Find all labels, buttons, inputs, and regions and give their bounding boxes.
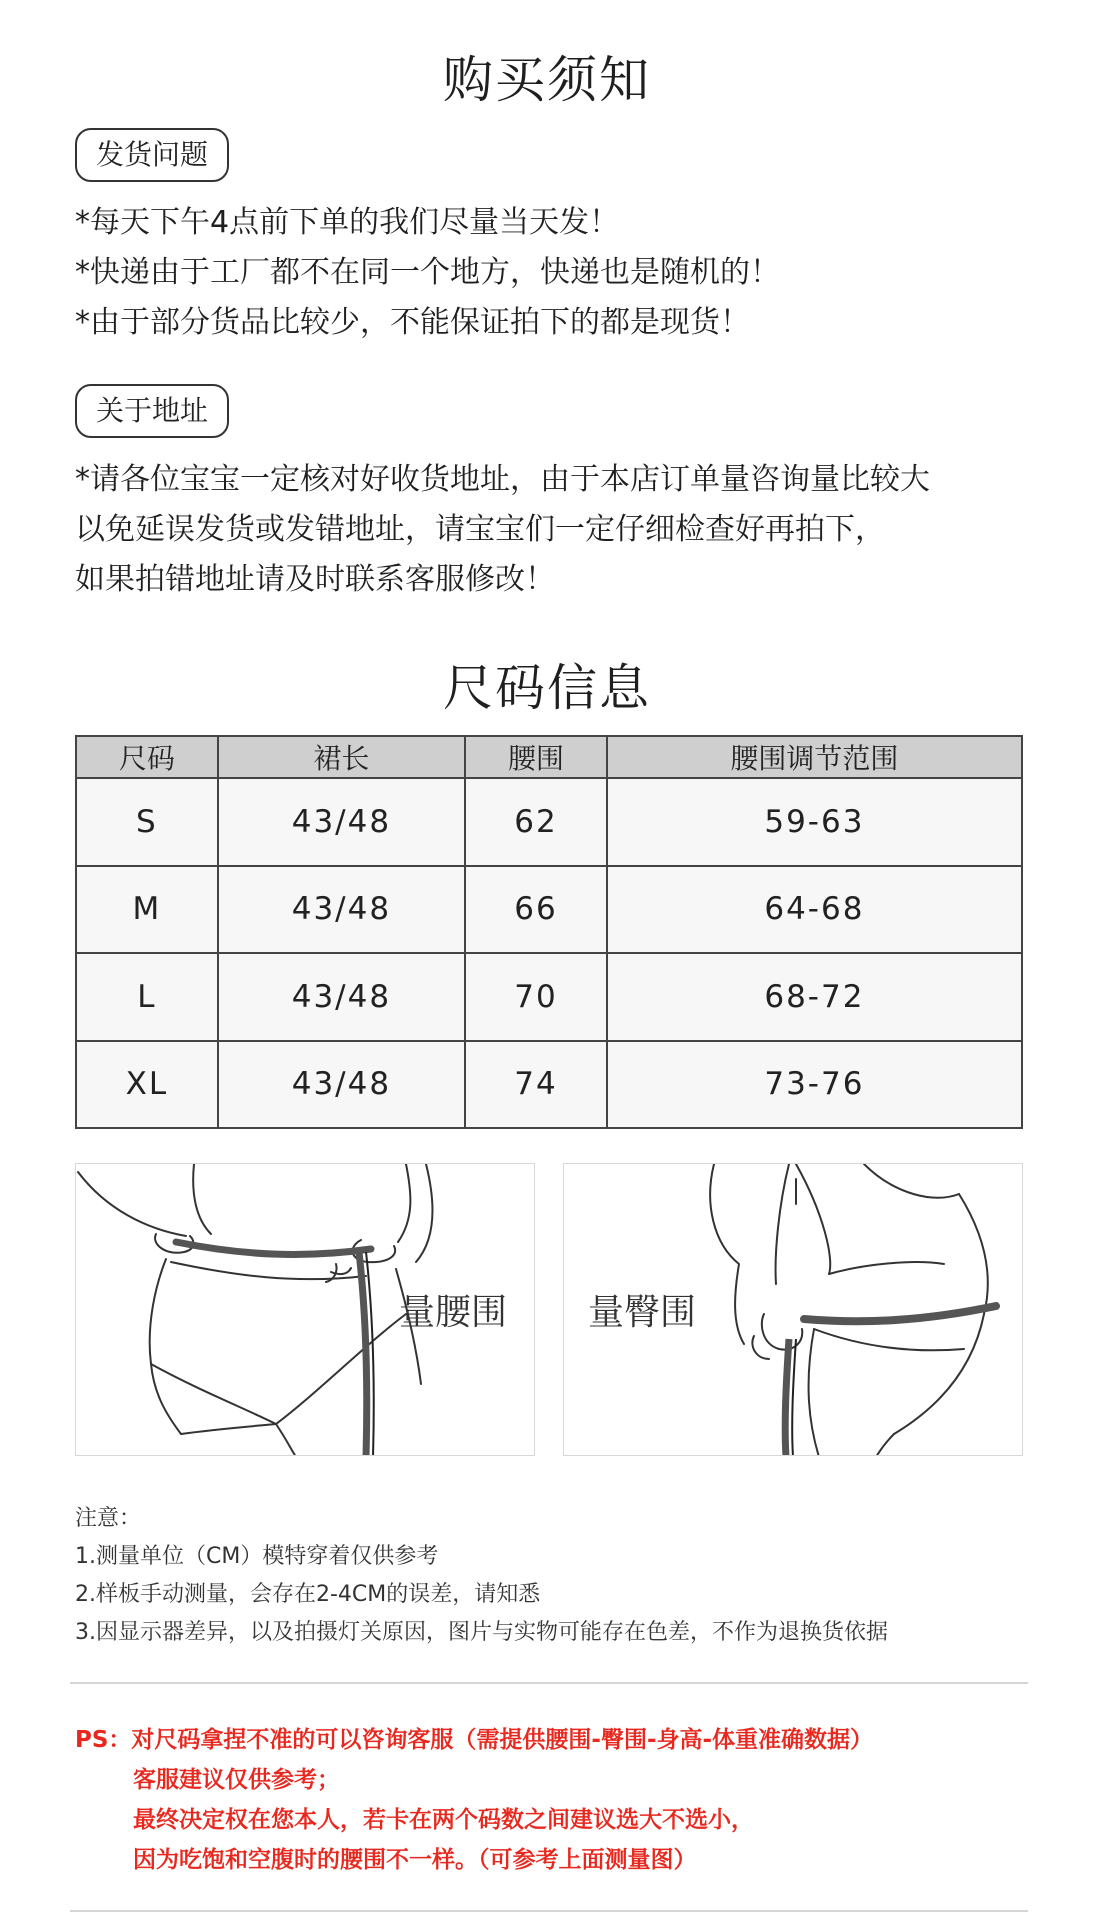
address-line: *请各位宝宝一定核对好收货地址，由于本店订单量咨询量比较大	[75, 462, 930, 497]
shipping-line: *由于部分货品比较少，不能保证拍下的都是现货！	[75, 305, 750, 340]
table-header-row	[76, 736, 1022, 778]
cell-size: S	[76, 778, 218, 866]
cell-waist-range: 68-72	[607, 953, 1022, 1041]
cell-length: 43/48	[218, 1041, 465, 1129]
ps-line: 客服建议仅供参考；	[133, 1767, 340, 1793]
table-row	[76, 866, 1022, 954]
address-label: 关于地址	[75, 384, 229, 438]
address-line: 以免延误发货或发错地址，请宝宝们一定仔细检查好再拍下，	[75, 512, 885, 547]
header-length: 裙长	[218, 736, 465, 778]
ps-line: PS：对尺码拿捏不准的可以咨询客服（需提供腰围-臀围-身高-体重准确数据）	[75, 1727, 874, 1753]
cell-waist-range: 73-76	[607, 1041, 1022, 1129]
notice-title: 购买须知	[443, 51, 651, 109]
table-row	[76, 1041, 1022, 1129]
note-item: 3.因显示器差异，以及拍摄灯关原因，图片与实物可能存在色差，不作为退换货依据	[75, 1620, 888, 1645]
hip-label: 量臀围	[588, 1292, 697, 1333]
table-row	[76, 778, 1022, 866]
shipping-text	[75, 198, 1035, 348]
hip-measure-figure	[563, 1163, 1023, 1456]
shipping-line: *快递由于工厂都不在同一个地方，快递也是随机的！	[75, 255, 780, 290]
note-item: 2.样板手动测量，会存在2-4CM的误差，请知悉	[75, 1582, 541, 1607]
cell-size: L	[76, 953, 218, 1041]
divider-bottom	[70, 1910, 1028, 1912]
cell-size: M	[76, 866, 218, 954]
size-title: 尺码信息	[443, 659, 651, 717]
header-size: 尺码	[76, 736, 218, 778]
table-row	[76, 953, 1022, 1041]
cell-waist: 62	[465, 778, 607, 866]
header-waist: 腰围	[465, 736, 607, 778]
notes-heading: 注意：	[75, 1506, 142, 1531]
header-waist-range: 腰围调节范围	[607, 736, 1022, 778]
waist-label: 量腰围	[399, 1292, 508, 1333]
size-table	[75, 735, 1023, 1129]
note-item: 1.测量单位（CM）模特穿着仅供参考	[75, 1544, 439, 1569]
cell-length: 43/48	[218, 866, 465, 954]
shipping-label: 发货问题	[75, 128, 229, 182]
shipping-line: *每天下午4点前下单的我们尽量当天发！	[75, 205, 620, 240]
address-text	[75, 455, 1035, 605]
cell-waist-range: 64-68	[607, 866, 1022, 954]
cell-waist: 74	[465, 1041, 607, 1129]
cell-length: 43/48	[218, 778, 465, 866]
ps-section	[75, 1720, 1035, 1880]
cell-waist: 66	[465, 866, 607, 954]
notes-section	[75, 1500, 1035, 1652]
cell-length: 43/48	[218, 953, 465, 1041]
cell-waist-range: 59-63	[607, 778, 1022, 866]
ps-line: 因为吃饱和空腹时的腰围不一样。（可参考上面测量图）	[133, 1847, 697, 1873]
cell-waist: 70	[465, 953, 607, 1041]
waist-measure-figure	[75, 1163, 535, 1456]
divider-top	[70, 1682, 1028, 1684]
cell-size: XL	[76, 1041, 218, 1129]
ps-line: 最终决定权在您本人，若卡在两个码数之间建议选大不选小，	[133, 1807, 754, 1833]
address-line: 如果拍错地址请及时联系客服修改！	[75, 562, 555, 597]
